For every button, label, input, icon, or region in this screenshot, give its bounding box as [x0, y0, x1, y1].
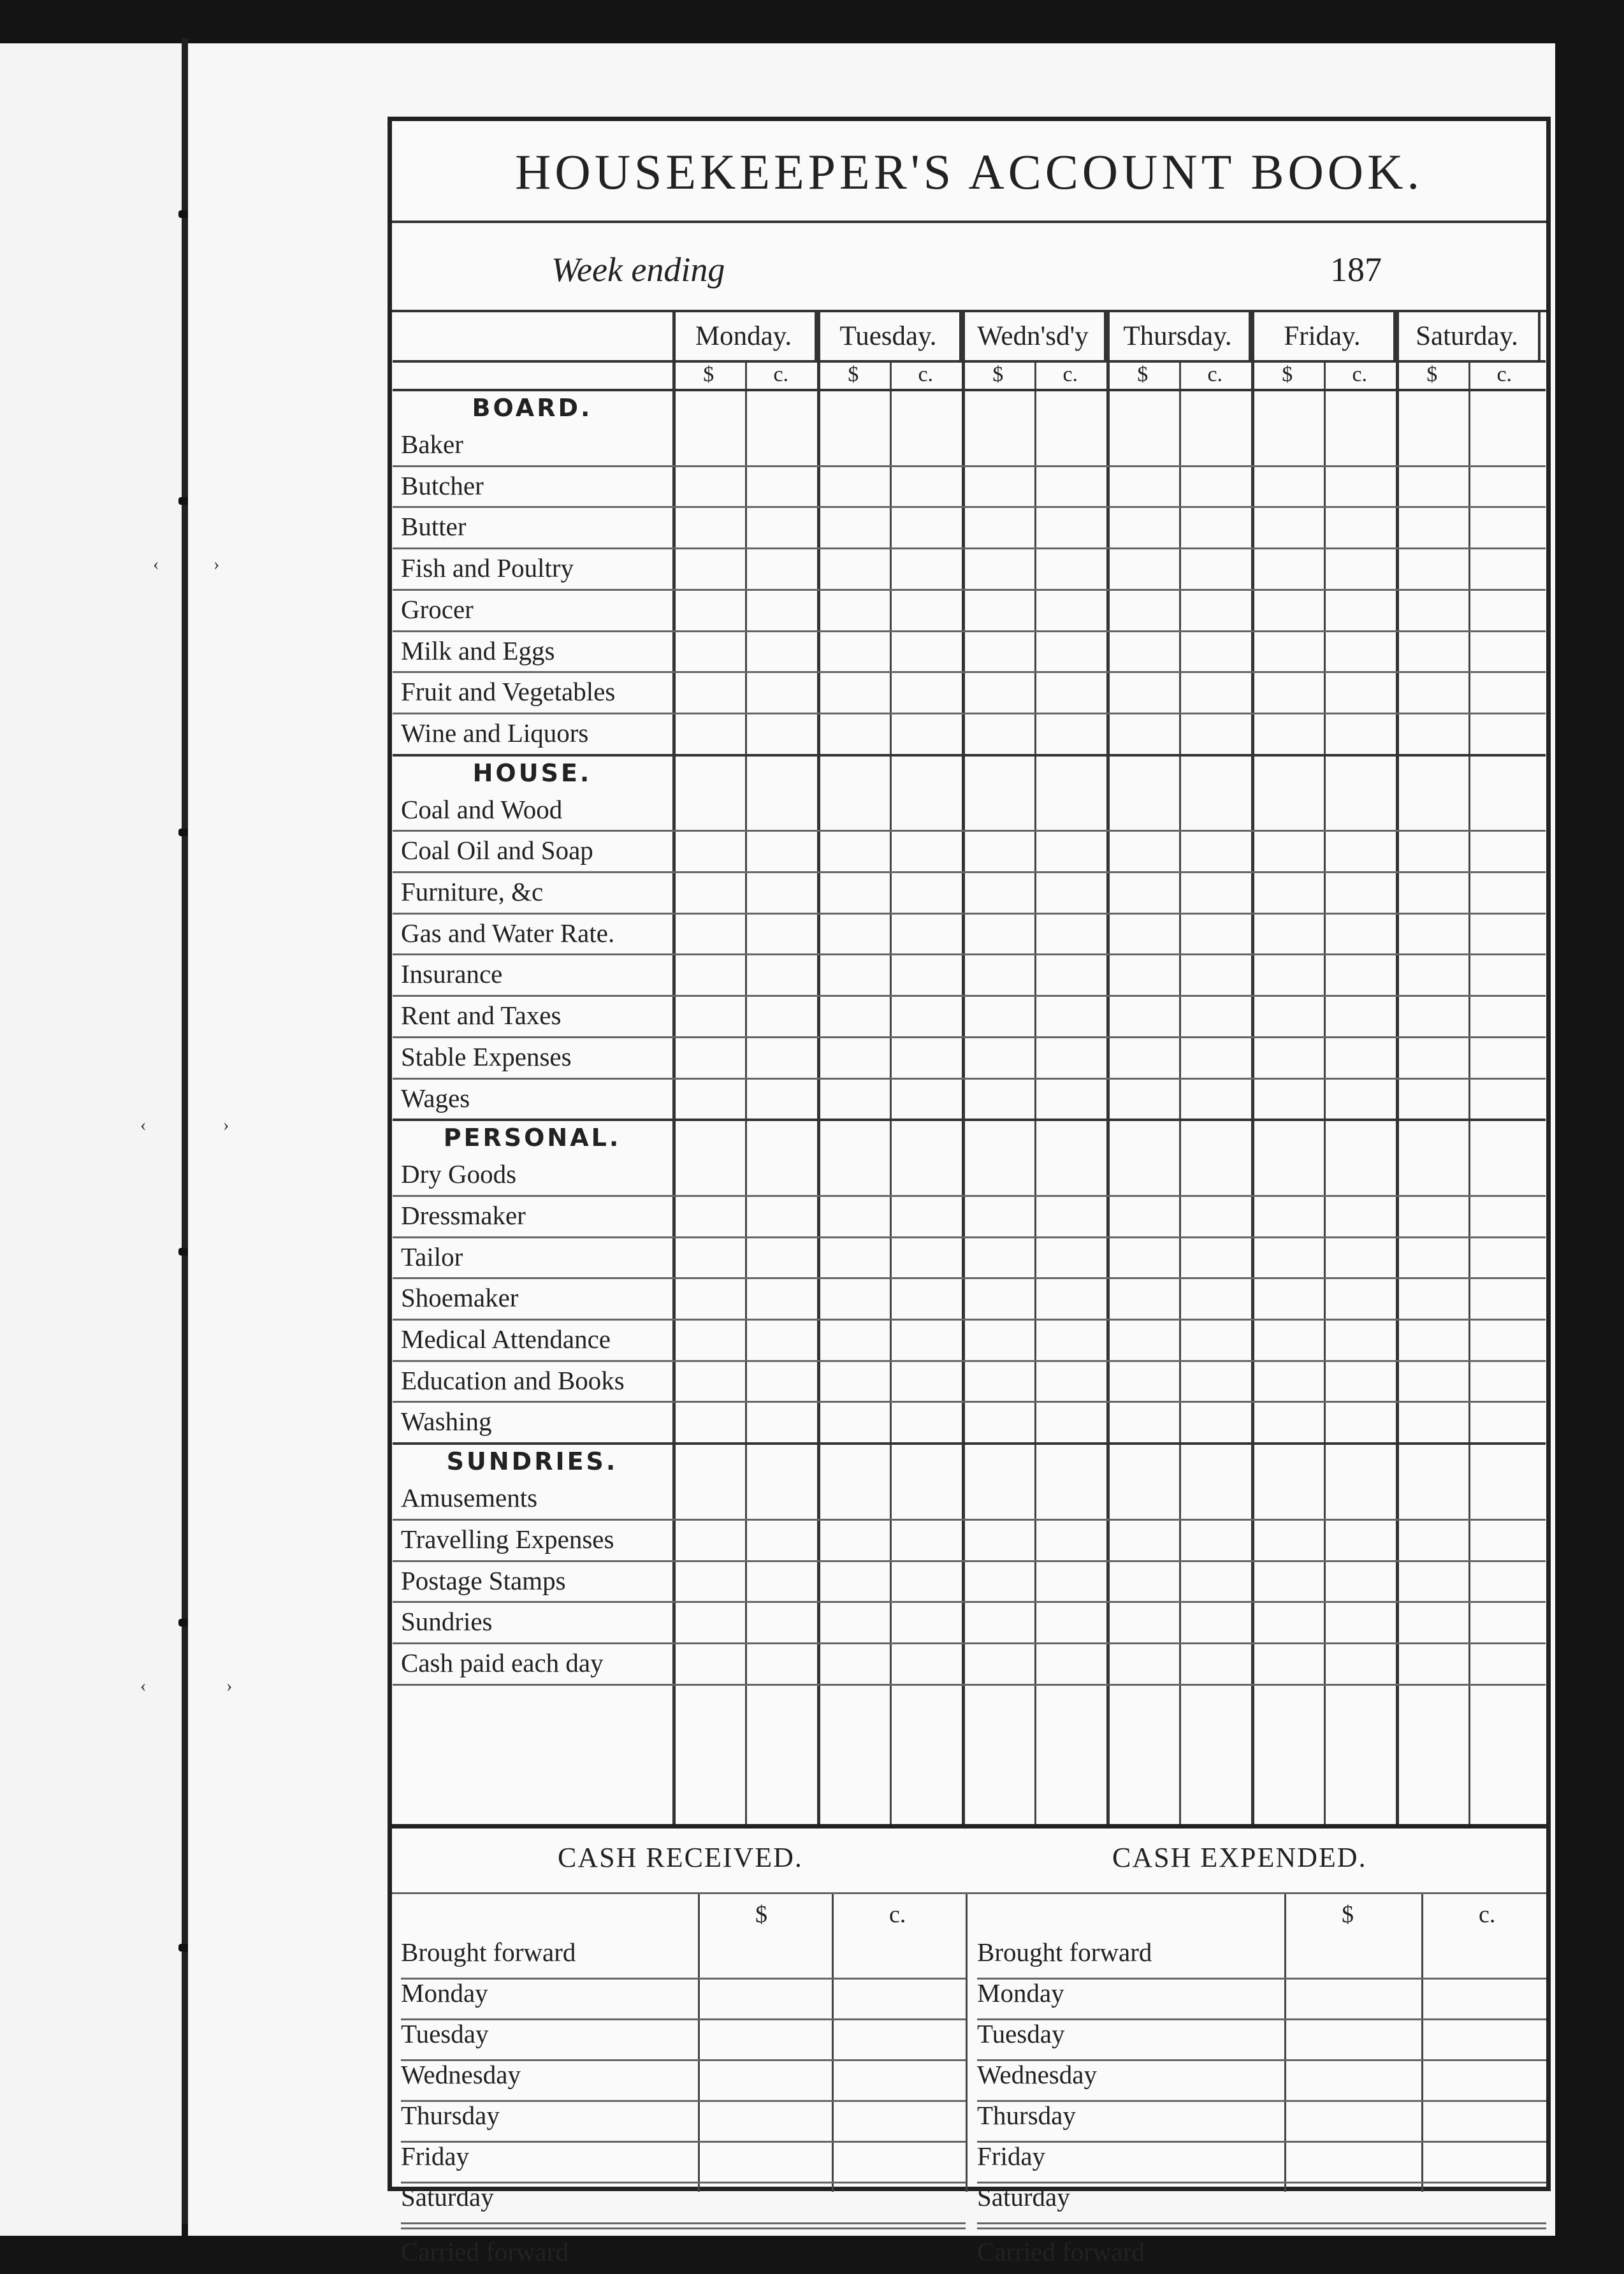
expense-row-label: Milk and Eggs [401, 635, 555, 665]
cash-row-label: Brought forward [401, 1937, 576, 1967]
section-title: BOARD. [472, 394, 593, 422]
expense-row-label: Butcher [401, 470, 484, 500]
dollar-cent-divider [1324, 360, 1326, 1824]
expense-row-label: Rent and Taxes [401, 1001, 562, 1031]
row-divider [393, 953, 1546, 955]
day-header: Monday. [672, 312, 817, 360]
day-header: Saturday. [1396, 312, 1541, 360]
cash-row-divider [977, 2141, 1546, 2143]
expense-row-label: Sundries [401, 1607, 493, 1637]
expense-row-label: Gas and Water Rate. [401, 918, 615, 948]
cents-column-header: c. [773, 363, 789, 386]
expense-row-label: Dressmaker [401, 1200, 526, 1230]
day-divider [1251, 312, 1254, 1824]
dollar-column-header: $ [848, 363, 859, 386]
day-header: Wedn'sd'y [962, 312, 1106, 360]
expense-row-label: Stable Expenses [401, 1041, 572, 1071]
row-divider [393, 1642, 1546, 1644]
day-header: Friday. [1251, 312, 1396, 360]
gutter-mark: ‹ [140, 1115, 147, 1135]
section-title: HOUSE. [472, 758, 592, 787]
section-divider [393, 754, 1546, 757]
expense-row-label: Cash paid each day [401, 1648, 604, 1677]
row-divider [393, 1195, 1546, 1197]
expense-row-label: Amusements [401, 1483, 538, 1513]
cash-row-label: Monday [977, 1978, 1064, 2008]
cash-row-divider [401, 2222, 966, 2224]
cents-column-header: c. [1479, 1901, 1496, 1928]
section-title: PERSONAL. [443, 1124, 621, 1152]
expense-row-label: Coal Oil and Soap [401, 836, 593, 865]
account-book-page [388, 117, 1551, 2266]
cash-column-divider [1284, 1892, 1286, 2192]
row-divider [393, 1519, 1546, 1521]
cash-row-divider [977, 2227, 1546, 2229]
cash-center-divider [966, 1892, 968, 2192]
day-divider [817, 312, 820, 1824]
cash-row-label: Brought forward [977, 1937, 1152, 1967]
cents-column-header: c. [889, 1901, 906, 1928]
carried-forward-label: Carried forward [401, 2237, 569, 2266]
row-divider [393, 1601, 1546, 1603]
dollar-column-header: $ [703, 363, 714, 386]
day-header: Tuesday. [817, 312, 962, 360]
expense-row-label: Fruit and Vegetables [401, 677, 616, 707]
week-ending-row [392, 223, 1546, 312]
expense-row-label: Travelling Expenses [401, 1524, 614, 1554]
cents-column-header: c. [1352, 363, 1368, 386]
expense-row-label: Medical Attendance [401, 1324, 611, 1354]
dollar-column-header: $ [1282, 363, 1293, 386]
day-divider [962, 312, 965, 1824]
cash-column-divider [832, 1892, 834, 2192]
cash-row-divider [401, 2141, 966, 2143]
row-divider [393, 671, 1546, 673]
expense-row-label: Shoemaker [401, 1283, 519, 1313]
dollar-cent-divider [1468, 360, 1470, 1824]
gutter-mark: › [223, 1115, 229, 1135]
row-divider [393, 547, 1546, 549]
row-divider [393, 1319, 1546, 1321]
expense-row-label: Furniture, &c [401, 877, 544, 906]
left-page [0, 43, 182, 2236]
cash-row-label: Saturday [977, 2182, 1070, 2212]
expense-row-label: Washing [401, 1407, 492, 1437]
dollar-cent-divider [745, 360, 747, 1824]
cents-column-header: c. [1062, 363, 1078, 386]
expense-row-label: Insurance [401, 959, 503, 989]
dollar-column-header: $ [1342, 1901, 1354, 1928]
day-divider [1396, 312, 1399, 1824]
expense-row-label: Coal and Wood [401, 794, 563, 824]
binding-line [182, 38, 188, 2224]
cash-row-label: Wednesday [401, 2060, 521, 2089]
row-divider [393, 630, 1546, 632]
cash-row-label: Tuesday [401, 2019, 489, 2048]
row-divider [393, 1684, 1546, 1686]
row-divider [393, 871, 1546, 873]
gutter-mark: › [214, 554, 220, 574]
cash-row-label: Saturday [401, 2182, 494, 2212]
cash-row-divider [977, 2222, 1546, 2224]
header-divider [393, 389, 1546, 391]
cash-row-label: Friday [977, 2141, 1046, 2171]
expense-grid [392, 312, 1546, 1824]
section-divider [393, 1119, 1546, 1121]
row-divider [393, 465, 1546, 467]
gutter-mark: ‹ [153, 554, 159, 574]
cash-row-label: Monday [401, 1978, 488, 2008]
cash-expended-title: CASH EXPENDED. [1112, 1842, 1367, 1873]
row-divider [393, 1277, 1546, 1279]
expense-row-label: Postage Stamps [401, 1565, 566, 1595]
expense-row-label: Dry Goods [401, 1159, 517, 1189]
expense-row-label: Butter [401, 512, 467, 542]
header-divider [393, 360, 1546, 363]
dollar-cent-divider [1179, 360, 1181, 1824]
page-title: HOUSEKEEPER'S ACCOUNT BOOK. [392, 121, 1546, 223]
cash-row-label: Thursday [401, 2101, 500, 2130]
expense-row-label: Fish and Poultry [401, 553, 574, 583]
dollar-cent-divider [1034, 360, 1036, 1824]
week-ending-label: Week ending [551, 250, 725, 289]
cash-row-label: Friday [401, 2141, 470, 2171]
row-divider [393, 995, 1546, 997]
cash-received-title: CASH RECEIVED. [558, 1842, 803, 1873]
cents-column-header: c. [918, 363, 934, 386]
section-title: SUNDRIES. [446, 1447, 618, 1476]
carried-forward-label: Carried forward [977, 2237, 1145, 2266]
row-divider [393, 830, 1546, 832]
cash-summary [392, 1824, 1546, 2266]
expense-row-label: Baker [401, 430, 463, 459]
row-divider [393, 1036, 1546, 1038]
cash-row-label: Thursday [977, 2101, 1076, 2130]
row-divider [393, 1360, 1546, 1362]
row-divider [393, 1236, 1546, 1238]
dollar-column-header: $ [755, 1901, 767, 1928]
cents-column-header: c. [1207, 363, 1223, 386]
section-divider [393, 1442, 1546, 1445]
cash-row-divider [401, 2227, 966, 2229]
expense-row-label: Education and Books [401, 1365, 625, 1395]
row-divider [393, 713, 1546, 714]
cash-row-label: Wednesday [977, 2060, 1097, 2089]
cents-column-header: c. [1497, 363, 1512, 386]
day-divider [1106, 312, 1110, 1824]
cash-header-divider [392, 1892, 1546, 1894]
row-divider [393, 1078, 1546, 1080]
expense-row-label: Grocer [401, 594, 474, 624]
cash-column-divider [698, 1892, 700, 2192]
expense-row-label: Wages [401, 1083, 470, 1113]
day-header: Thursday. [1106, 312, 1251, 360]
year-label: 187 [1330, 250, 1382, 289]
gutter-mark: › [226, 1676, 233, 1696]
dollar-column-header: $ [1137, 363, 1149, 386]
gutter-mark: ‹ [140, 1676, 147, 1696]
row-divider [393, 589, 1546, 591]
row-divider [393, 1401, 1546, 1403]
row-divider [393, 506, 1546, 508]
expense-row-label: Wine and Liquors [401, 718, 589, 748]
row-divider [393, 1560, 1546, 1562]
cash-row-label: Tuesday [977, 2019, 1065, 2048]
row-divider [393, 913, 1546, 915]
dollar-cent-divider [890, 360, 892, 1824]
day-divider [672, 312, 676, 1824]
dollar-column-header: $ [992, 363, 1004, 386]
expense-row-label: Tailor [401, 1242, 463, 1271]
dollar-column-header: $ [1426, 363, 1438, 386]
cash-column-divider [1421, 1892, 1423, 2192]
